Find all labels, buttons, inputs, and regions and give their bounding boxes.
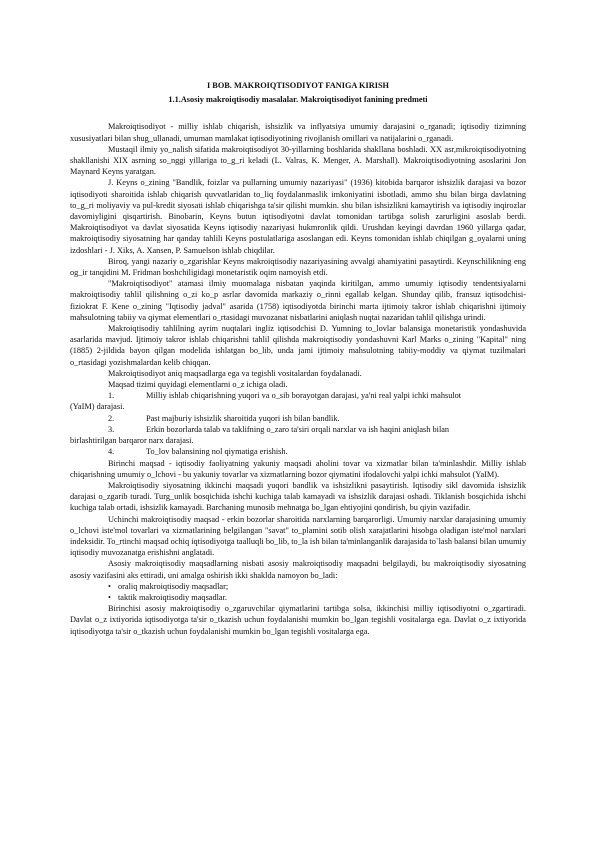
goal-text: Past majburiy ishsizlik sharoitida yuqori ish bilan bandlik.	[146, 413, 340, 423]
document-page	[70, 80, 526, 637]
paragraph: Uchinchi makroiqtisodiy maqsad - erkin bozorlar sharoitida narxlarning barqarorligi. Umumiy narxlar darajasining umumiy o_lchovi iste'mol tovarlari va xizmatlarining belgilangan "savat" to_plamini sotib olish xarajatlarini hisobga oladigan iste'mol narxlari indeksidir. To_rtinchi maqsad ochiq iqtisodiyotga taalluqli bo_lib, to_la ish bilan ta'minlanganlik darajasida to`lash balansi bilan umumiy iqtisodiy muvozanatga erishishni anglatadi.	[70, 514, 526, 558]
paragraph: J. Keyns o_zining "Bandlik, foizlar va pullarning umumiy nazariyasi" (1936) kitobida barqaror ishsizlik darajasi va bozor iqtisodiyoti sharoitida ishlab chiqarish quvvatlaridan to_liq foydalanmaslik imkoniyatini isbotladi, ammo shu bilan birga davlatning to_g_ri moliyaviy va pul-kredit siyosati ishlab chiqarishga ta'sir qilishi mumkin. shu bilan ishsizlikni kamaytirish va iqtisodiy inqirozlar davomiyligini qisqartirish. Binobarin, Keyns butun iqtisodiyotni davlat tomonidan tartibga solish zarurligini asoslab berdi. Makroiqtisodiyot va davlat siyosatida Keyns iqtisodiy nazariyasi hukmronlik qildi. Urushdan keyingi davrdan 1960 yillarga qadar, makroiqtisodiy siyosatning har qanday tahlili Keyns postulatlariga asoslangan edi. Keyns tomonidan ishlab chiqilgan g_oyalarni uning izdoshlari - J. Xiks, A. Xansen, P. Samuelson ishlab chiqdilar.	[70, 178, 526, 255]
goal-item	[70, 424, 526, 435]
paragraph: Makroiqtisodiy siyosatning ikkinchi maqsadi yuqori bandlik va ishsizlikni pasaytirish. Iqtisodiy sikl davomida ishsizlik darajasi o_zgarib turadi. Turg_unlik bosqichida ishchi kuchiga talab kamayadi va ishsizlik darajasi oshadi. Tiklanish bosqichida ishchi kuchiga talab ortadi, ishsizlik kamayadi. Barchaning munosib mehnatga bo_lgan ehtiyojini qondirish, bu qiyin vazifadir.	[70, 480, 526, 513]
goal-item	[70, 390, 526, 401]
bullet-list	[70, 581, 526, 603]
goal-number: 1.	[108, 391, 115, 401]
paragraph: Makroiqtisodiyot aniq maqsadlarga ega va tegishli vositalardan foydalanadi.	[108, 368, 362, 378]
bullet-text: oraliq makroiqtisodiy maqsadlar;	[118, 581, 229, 591]
goal-continuation: (YaIM) darajasi.	[70, 402, 125, 412]
goal-number: 4.	[108, 447, 115, 457]
paragraph: "Makroiqtisodiyot" atamasi ilmiy muomalaga nisbatan yaqinda kiritilgan, ammo umumiy iqtisodiy tendentsiyalarni makroiqtisodiy tahlil qilishning o_zi ko_p asrlar davomida markaziy o_rinni egallab kelgan. Shunday qilib, fransuz iqtisodchisi- fiziokrat F. Kene o_zining "Iqtisodiy jadval" asarida (1758) iqtisodiyotda birinchi marta ijtimoiy takror ishlab chiqarishni ijtimoiy mahsulotning tabiiy va qiymat elementlari o_rtasidagi muvozanat nisbatlarini aniqlash nuqtai nazaridan tahlil qilishga urindi.	[70, 279, 526, 322]
bullet-item	[108, 581, 526, 592]
paragraph: Birinchi maqsad - iqtisodiy faoliyatning yakuniy maqsadi aholini tovar va xizmatlar bilan ta'minlashdir. Milliy ishlab chiqarishning umumiy o_lchovi - bu yakuniy tovarlar va xizmatlarning bozor qiymatini ifodalovchi yalpi ichki mahsulot (YaIM).	[70, 458, 526, 479]
paragraph: Maqsad tizimi quyidagi elementlarni o_z ichiga oladi.	[108, 380, 288, 390]
goal-number: 2.	[108, 413, 115, 423]
bullet-icon: •	[108, 581, 111, 591]
paragraph: Birinchisi asosiy makroiqtisodiy o_zgaruvchilar qiymatlarini tartibga solsa, ikkinchisi milliy iqtisodiyotni o_zgartiradi. Davlat o_z ixtiyorida iqtisodiyotga ta'sir o_tkazish uchun foydalanishi mumkin bo_lgan tegishli vositalarga ega. Davlat o_z ixtiyorida iqtisodiyotga ta'sir o_tkazish uchun foydalanishi mumkin bo_lgan tegishli vositalarga ega.	[70, 604, 526, 636]
paragraph: Makroiqtisodiy tahlilning ayrim nuqtalari ingliz iqtisodchisi D. Yumning to_lovlar balansiga monetaristik yondashuvida asarlarida mavjud. Ijtimoiy takror ishlab chiqarishni tahlil qilishda makroiqtisodiy yondashuvni Karl Marks o_zining "Kapital" ning (1885) 2-jildida bayon qilgan modelida ishlatgan bo_lib, unda jami ijtimoiy mahsulotning tabiiy-moddiy va qiymat tuzilmalari o_rtasidagi yozishmalardan kelib chiqqan.	[70, 324, 526, 367]
section-title: 1.1.Asosiy makroiqtisodiy masalalar. Makroiqtisodiyot fanining predmeti	[168, 95, 428, 105]
bullet-icon: •	[108, 592, 111, 602]
goal-item	[70, 446, 526, 457]
goal-text: Erkin bozorlarda talab va taklifning o_zaro ta'siri orqali narxlar va ish haqini aniqlash bilan	[146, 424, 450, 434]
goal-item	[70, 413, 526, 424]
goal-text: Milliy ishlab chiqarishning yuqori va o_sib borayotgan darajasi, ya'ni real yalpi ichki mahsulot	[146, 391, 462, 401]
paragraph: Makroiqtisodiyot - milliy ishlab chiqarish, ishsizlik va inflyatsiya umumiy darajasini o_rganadi; iqtisodiy tizimning xususiyatlari bilan shug_ullanadi, umuman mamlakat iqtisodiyotining rivojlanish omillari va natijalarini o_rganadi.	[70, 122, 526, 143]
bullet-text: taktik makroiqtisodiy maqsadlar.	[118, 592, 227, 602]
goal-text: To_lov balansining nol qiymatiga erishish.	[146, 447, 288, 457]
paragraph: Mustaqil ilmiy yo_nalish sifatida makroiqtisodiyot 30-yillarning boshlarida shakllana boshladi. XX asr,mikroiqtisodiyotning shakllanishi XIX asrning so_nggi yillariga to_g_ri keladi (L. Valras, K. Menger, A. Marshall). Makroiqtisodiyotning asoslarini Jon Maynard Keyns yaratgan.	[70, 144, 526, 177]
paragraph: Biroq, yangi nazariy o_zgarishlar Keyns makroiqtisodiy nazariyasining avvalgi ahamiyatini pasaytirdi. Keynschilikning eng og_ir tanqidini M. Fridman boshchiligidagi monetaristik oqim namoyish etdi.	[70, 256, 526, 278]
chapter-title: I BOB. MAKROIQTISODIYOT FANIGA KIRISH	[206, 81, 390, 90]
bullet-item	[108, 592, 526, 603]
paragraph: Asosiy makroiqtisodiy maqsadlarning nisbati asosiy makroiqtisodiy maqsadni belgilaydi, bu makroiqtisodiy siyosatning asosiy vazifasini aks ettiradi, uni amalga oshirish ikki shaklda namoyon bo_ladi:	[70, 559, 526, 580]
goal-number: 3.	[108, 424, 115, 434]
goals-list	[70, 390, 526, 457]
goal-continuation: birlashtirilgan barqaror narx darajasi.	[70, 436, 194, 446]
